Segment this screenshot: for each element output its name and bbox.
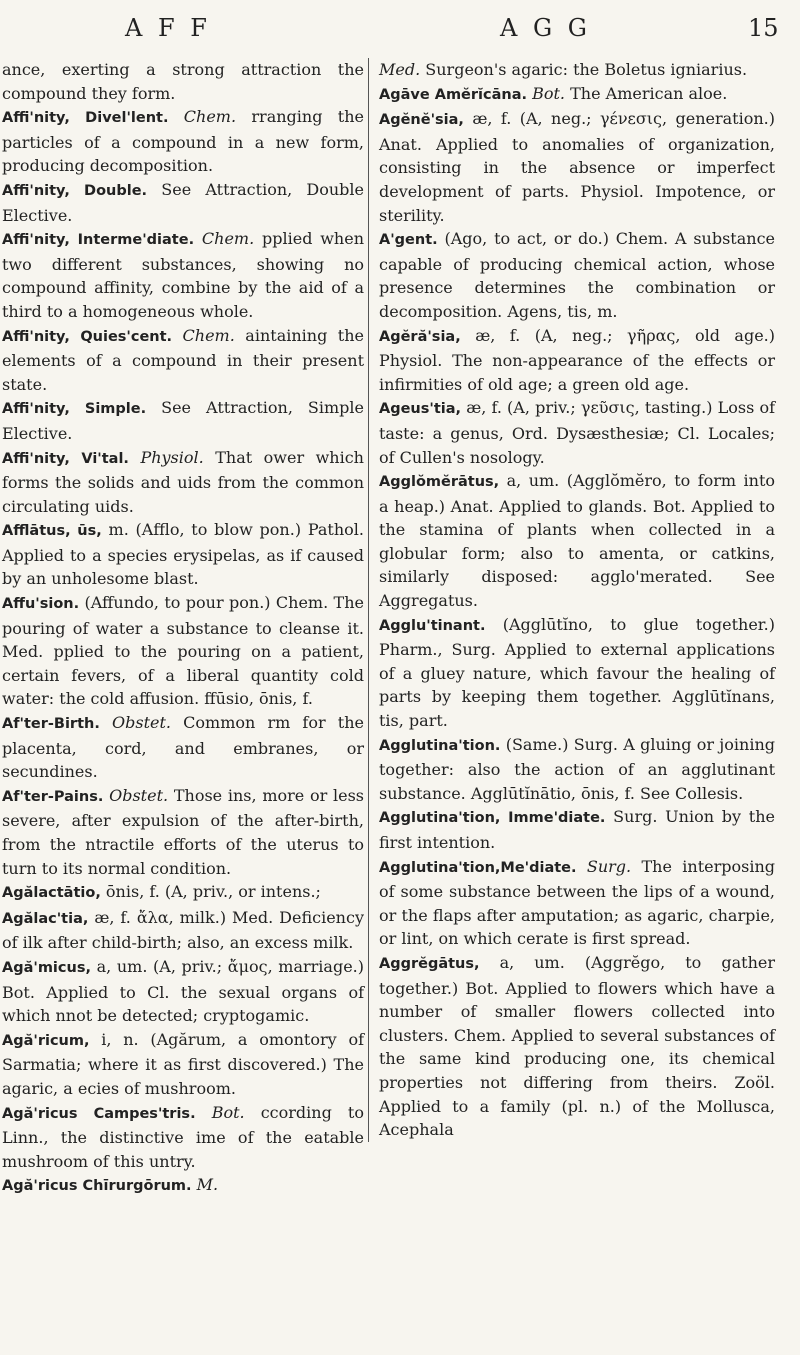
dictionary-entry: [2, 178, 364, 227]
entry-definition: Those ins, more or less severe, after expulsion of the after-birth, from the ntractile efforts of the uterus to turn to its normal condition.: [2, 785, 365, 878]
dictionary-entry: [2, 955, 364, 1028]
subject-label: M.: [196, 1175, 219, 1195]
entry-definition: (Agglūtĭno, to glue together.) Pharm., Surg. Applied to external applications of a gluey nature, which favour the healing of parts by keeping them together. Agglūtĭnans, tis, part.: [379, 614, 775, 731]
dictionary-entry: [2, 396, 364, 445]
headword: Agglutina'tion.: [379, 737, 501, 754]
headword: Af'ter-Birth.: [2, 716, 100, 733]
subject-label: Med.: [379, 60, 421, 79]
headword: Afflātus, ūs,: [2, 523, 102, 540]
subject-label: Chem.: [183, 107, 237, 127]
entry-definition: The American aloe.: [570, 83, 728, 103]
dictionary-entry: [2, 1101, 364, 1174]
entry-definition: æ, f. ἄλα, milk.) Med. Deficiency of ilk after child-birth; also, an excess milk.: [2, 907, 364, 953]
headword: Aggrĕgātus,: [379, 955, 480, 972]
entry-definition: (Affundo, to pour pon.) Chem. The pouring of water a substance to cleanse it. Med. pplied to the pouring on a patient, certain fevers, of a liberal quantity cold water: the cold affusion. ffūsio, ōnis, f.: [2, 593, 364, 709]
dictionary-entry: [379, 107, 775, 227]
entry-definition: ance, exerting a strong attraction the compound they form.: [2, 60, 364, 103]
headword: Agglu'tinant.: [379, 617, 486, 634]
entry-definition: æ, f. (A, neg.; γῆρας, old age.) Physiol. The non-appearance of the effects or infirmities of old age; a green old age.: [379, 325, 775, 394]
dictionary-entry: [2, 591, 364, 711]
headword: A'gent.: [379, 232, 438, 249]
entry-definition: m. (Afflo, to blow pon.) Pathol. Applied to a species erysipelas, as if caused by an unholesome blast.: [2, 520, 364, 589]
entry-definition: See Attraction, Double Elective.: [2, 179, 364, 225]
dictionary-entry: [2, 784, 364, 880]
headword: Affi'nity, Simple.: [2, 401, 147, 418]
entry-definition: (Ago, to act, or do.) Chem. A substance capable of producing chemical action, whose presence determines the combination or decomposition. Agens, tis, m.: [379, 229, 775, 321]
entry-definition: rranging the particles of a compound in a new form, producing decomposition.: [2, 107, 364, 176]
right-column: [368, 58, 775, 1142]
dictionary-entry: [379, 82, 775, 108]
headword: Agglutina'tion, Imme'diate.: [379, 810, 606, 827]
entry-definition: æ, f. (A, priv.; γεῦσις, tasting.) Loss of taste: a genus, Ord. Dysæsthesiæ; Cl. Locales; of Cullen's nosology.: [379, 398, 775, 467]
headword: Agă'ricum,: [2, 1032, 90, 1049]
headword: Affi'nity, Double.: [2, 182, 148, 199]
entry-definition: That ower which forms the solids and uids from the common circulating uids.: [2, 447, 364, 516]
dictionary-entry: [2, 1028, 364, 1101]
page-number: 15: [748, 14, 779, 42]
dictionary-entry: [2, 518, 364, 591]
dictionary-entry: [379, 733, 775, 806]
subject-label: Chem.: [182, 325, 235, 345]
headword: Af'ter-Pains.: [2, 788, 104, 805]
subject-label: Bot.: [532, 83, 566, 103]
header-left-guide: A F F: [125, 14, 211, 42]
subject-label: Obstet.: [112, 713, 171, 733]
entry-definition: æ, f. (A, neg.; γένεσις, generation.) Anat. Applied to anomalies of organization, consisting in the absence or imperfect development of parts. Physiol. Impotence, or sterility.: [379, 109, 775, 225]
dictionary-entry: [379, 324, 775, 397]
headword: Agglutina'tion,Me'diate.: [379, 859, 577, 876]
headword: Affi'nity, Interme'diate.: [2, 232, 195, 249]
headword: Agălactātio,: [2, 885, 101, 902]
headword: Affu'sion.: [2, 596, 80, 613]
entry-definition: a, um. (A, priv.; ἄμος, marriage.) Bot. Applied to Cl. the sexual organs of which nnot be detected; cryptogamic.: [2, 956, 364, 1026]
entry-definition: See Attraction, Simple Elective.: [2, 398, 364, 443]
subject-label: Bot.: [211, 1102, 245, 1122]
headword: Agĕnĕ'sia,: [379, 112, 464, 129]
dictionary-entry: [2, 1173, 364, 1199]
entry-definition: ōnis, f. (A, priv., or intens.;: [105, 882, 321, 902]
dictionary-entry: [2, 227, 364, 323]
entry-definition: ccording to Linn., the distinctive ime of the eatable mushroom of this untry.: [2, 1102, 364, 1171]
headword: Affi'nity, Divel'lent.: [2, 110, 169, 127]
entry-definition: pplied when two different substances, showing no compound affinity, combine by the aid of a third to a homogeneous whole.: [2, 229, 365, 321]
dictionary-entry: [379, 469, 775, 613]
headword: Affi'nity, Quies'cent.: [2, 328, 173, 345]
dictionary-entry: [2, 105, 364, 178]
entry-definition: a, um. (Aggrĕgo, to gather together.) Bot. Applied to flowers which have a number of smaller flowers collected into clusters. Chem. Applied to several substances of the same kind producing one, its chemical properties not differing from theirs. Zoöl. Applied to a family (pl. n.) of the Mollusca, Acephala: [379, 952, 775, 1140]
subject-label: Surg.: [586, 856, 632, 876]
headword: Agă'ricus Chīrurgōrum.: [2, 1178, 192, 1195]
running-header: [0, 14, 800, 54]
entry-definition: Surg. Union by the first intention.: [379, 807, 775, 852]
dictionary-entry: [379, 951, 775, 1142]
dictionary-entry: [2, 58, 364, 105]
dictionary-entry: [2, 324, 364, 397]
dictionary-entry: [379, 613, 775, 733]
entry-definition: Surgeon's agaric: the Boletus igniarius.: [425, 60, 748, 79]
dictionary-entry: [2, 711, 364, 784]
subject-label: Obstet.: [109, 785, 169, 805]
headword: Agă'ricus Campes'tris.: [2, 1105, 196, 1122]
subject-label: Physiol.: [140, 447, 204, 467]
entry-definition: Common rm for the placenta, cord, and embranes, or secundines.: [2, 713, 364, 782]
headword: Agglŏmĕrātus,: [379, 474, 500, 491]
entry-definition: aintaining the elements of a compound in their present state.: [2, 325, 364, 394]
headword: Agălac'tia,: [2, 910, 89, 927]
left-column: [0, 58, 364, 1199]
headword: Agĕră'sia,: [379, 328, 461, 345]
headword: Agāve Amĕrĭcāna.: [379, 86, 528, 103]
dictionary-entry: [2, 446, 364, 519]
dictionary-entry: [379, 58, 775, 82]
dictionary-entry: [379, 227, 775, 323]
entry-definition: The interposing of some substance between the lips of a wound, or the flaps after amputation; as agaric, charpie, or lint, on which cerate is first spread.: [379, 856, 776, 949]
headword: Ageus'tia,: [379, 401, 462, 418]
header-right-guide: A G G: [500, 14, 591, 42]
dictionary-entry: [2, 880, 364, 906]
subject-label: Chem.: [201, 229, 255, 249]
headword: Affi'nity, Vi'tal.: [2, 450, 129, 467]
dictionary-entry: [379, 855, 775, 951]
entry-definition: i, n. (Agărum, a omontory of Sarmatia; where it as first discovered.) The agaric, a ecies of mushroom.: [2, 1029, 364, 1098]
dictionary-entry: [379, 805, 775, 854]
headword: Agă'micus,: [2, 959, 91, 976]
dictionary-entry: [2, 906, 364, 955]
entry-definition: (Same.) Surg. A gluing or joining together: also the action of an agglutinant substance. Agglūtĭnātio, ōnis, f. See Collesis.: [379, 734, 775, 803]
entry-definition: a, um. (Agglŏmĕro, to form into a heap.) Anat. Applied to glands. Bot. Applied to the stamina of plants when collected in a globular form; also to amenta, or catkins, similarly disposed: agglo'merated. See Aggregatus.: [379, 471, 776, 611]
dictionary-entry: [379, 396, 775, 469]
